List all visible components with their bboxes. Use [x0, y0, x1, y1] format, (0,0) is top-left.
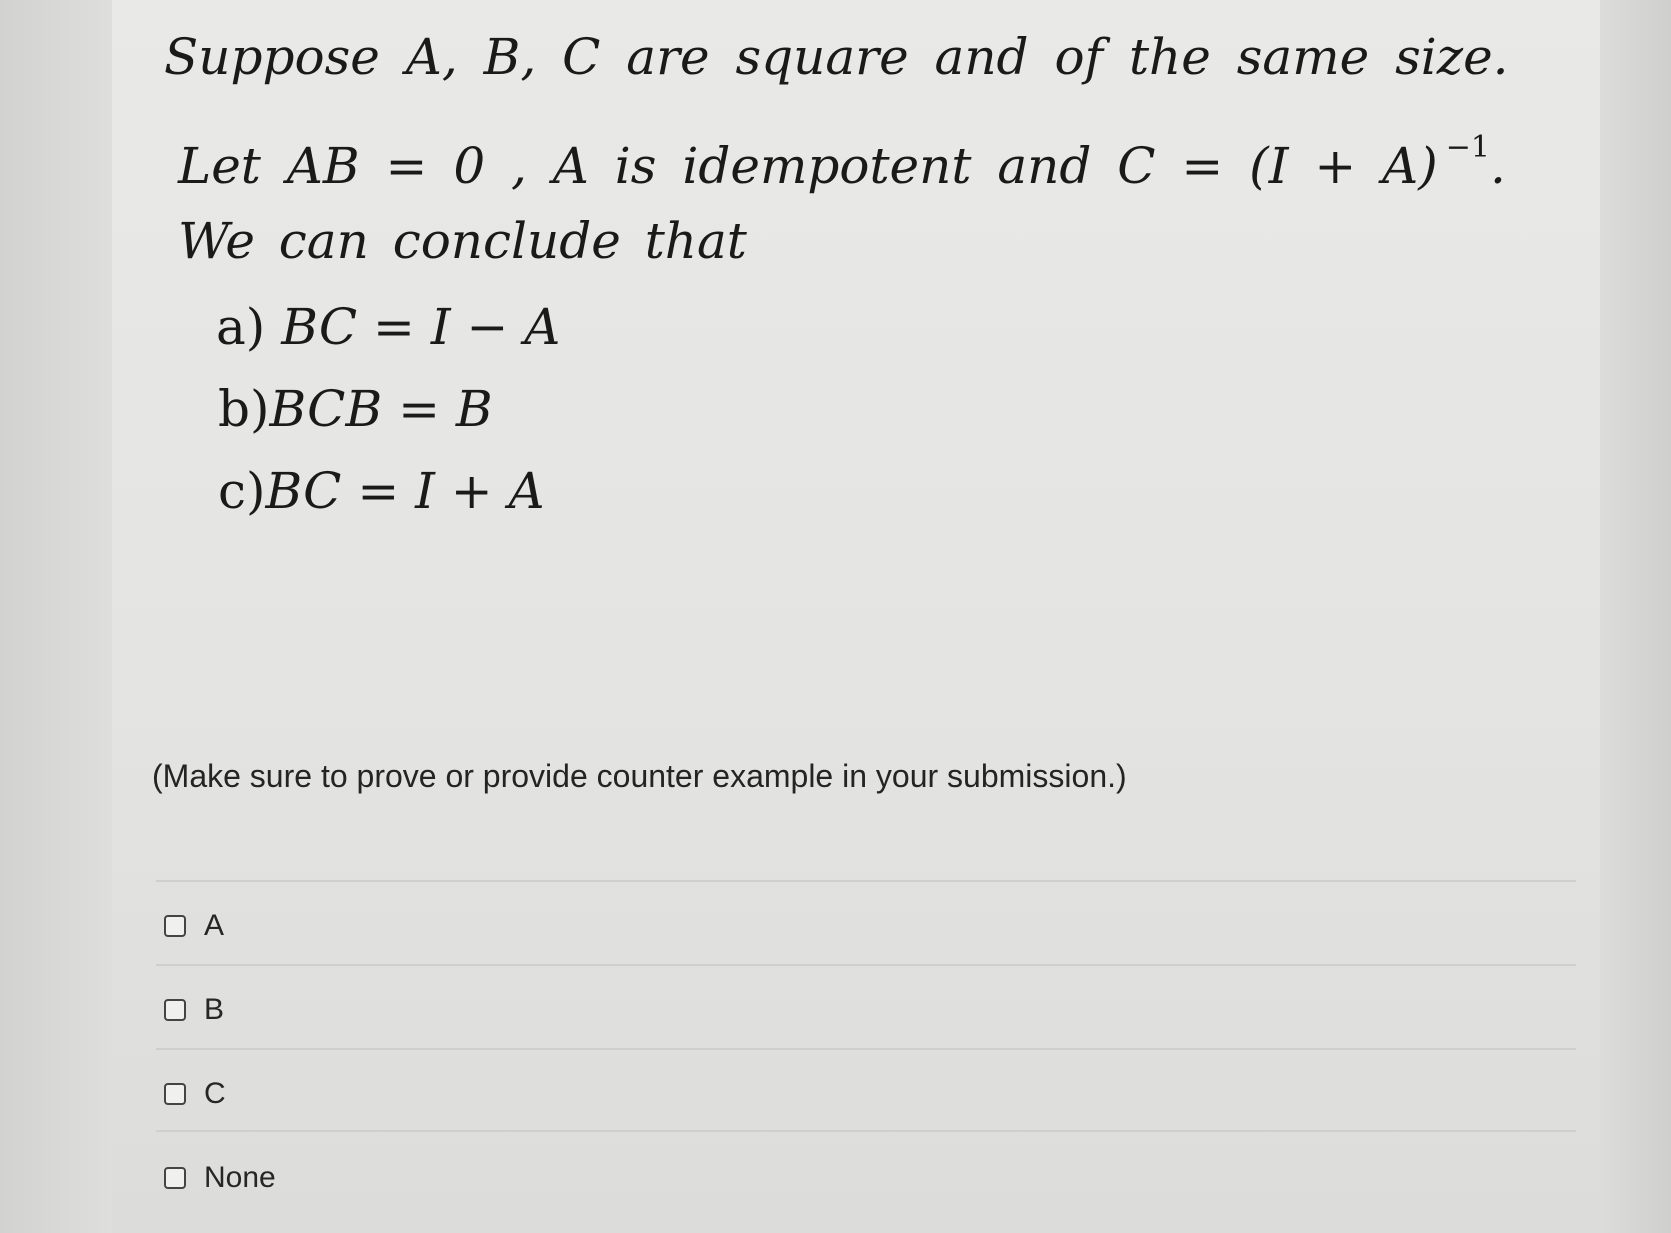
question-line-1: Suppose A, B, C are square and of the same size. [164, 28, 1509, 86]
statement-b-expr: BCB = B [269, 380, 493, 438]
choice-b[interactable] [164, 990, 224, 1030]
choice-b-label: B [204, 993, 225, 1026]
left-margin [0, 0, 112, 1233]
statement-a-expr: BC = I − A [265, 298, 561, 356]
statement-c-expr: BC = I + A [265, 462, 545, 520]
statement-b [218, 380, 493, 438]
question-line-2-text: Let AB = 0 , A is idempotent and C = (I + A) [178, 137, 1438, 195]
choice-c-label: C [204, 1077, 226, 1110]
right-margin [1600, 0, 1671, 1233]
choice-none-label: None [204, 1161, 276, 1194]
question-line-3: We can conclude that [178, 212, 747, 270]
checkbox-icon[interactable] [164, 1083, 186, 1105]
divider [156, 964, 1576, 966]
checkbox-icon[interactable] [164, 999, 186, 1021]
choice-a[interactable] [164, 906, 224, 946]
submission-note: (Make sure to prove or provide counter example in your submission.) [152, 758, 1127, 794]
choice-a-label: A [204, 909, 225, 942]
statement-c [218, 462, 545, 520]
statement-b-label: b) [218, 380, 270, 438]
divider [156, 880, 1576, 882]
inverse-exponent: −1 [1445, 130, 1490, 165]
question-line-2 [178, 130, 1506, 195]
checkbox-icon[interactable] [164, 915, 186, 937]
question-line-2-end: . [1489, 137, 1506, 195]
divider [156, 1048, 1576, 1050]
choice-none[interactable] [164, 1158, 276, 1198]
divider [156, 1130, 1576, 1132]
choice-c[interactable] [164, 1074, 226, 1114]
statement-a-label: a) [216, 298, 266, 356]
statement-c-label: c) [218, 462, 266, 520]
question-panel [112, 0, 1600, 1233]
checkbox-icon[interactable] [164, 1167, 186, 1189]
statement-a [216, 298, 560, 356]
